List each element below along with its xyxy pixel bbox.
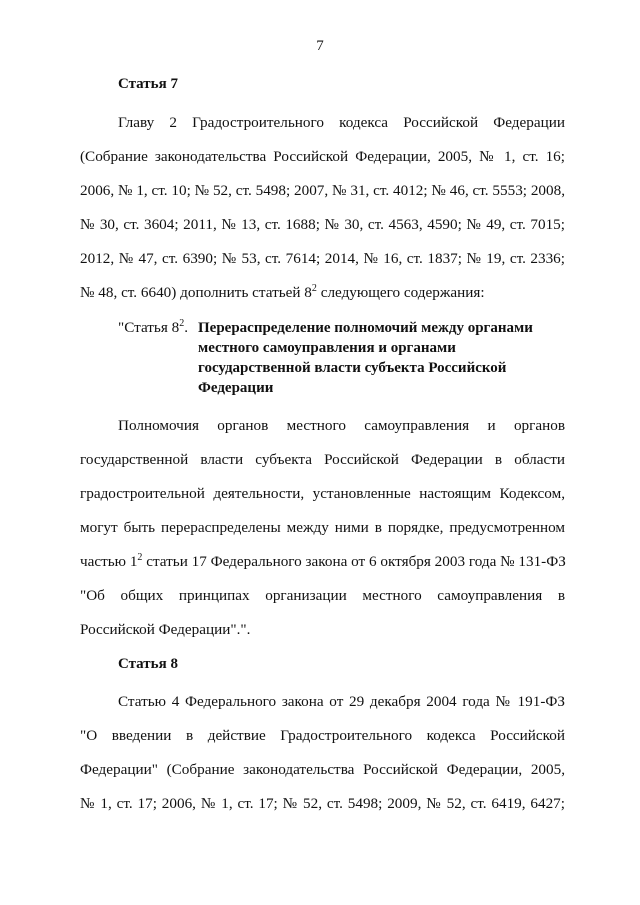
body-line-5 xyxy=(80,552,565,572)
inserted-article-title-line: государственной власти субъекта Российской xyxy=(198,360,507,376)
body-line-5-before: частью 1 xyxy=(80,553,138,570)
article-7-line-6-sup: 2 xyxy=(311,283,317,294)
page-number: 7 xyxy=(316,38,324,54)
body-line-1: Полномочия органов местного самоуправления и органов xyxy=(118,417,565,434)
body-line-5-sup: 2 xyxy=(137,552,143,563)
body-line-4: могут быть перераспределены между ними в порядке, предусмотренном xyxy=(80,519,565,536)
article-8-heading: Статья 8 xyxy=(118,656,178,672)
inserted-article-title-line: Федерации xyxy=(198,380,274,396)
article-7-line-6-after: следующего содержания: xyxy=(316,284,485,301)
article-7-line-2: (Собрание законодательства Российской Федерации, 2005, № 1, ст. 16; xyxy=(80,148,565,165)
article-7-line-1: Главу 2 Градостроительного кодекса Российской Федерации xyxy=(118,114,565,131)
article-8-line-3: Федерации" (Собрание законодательства Российской Федерации, 2005, xyxy=(80,761,565,778)
inserted-article-label-before: "Статья 8 xyxy=(118,319,180,336)
article-7-heading: Статья 7 xyxy=(118,76,178,92)
article-7-line-3: 2006, № 1, ст. 10; № 52, ст. 5498; 2007, № 31, ст. 4012; № 46, ст. 5553; 2008, xyxy=(80,182,565,199)
body-line-7: Российской Федерации".". xyxy=(80,621,251,638)
inserted-article-label-sup: 2 xyxy=(179,318,185,329)
inserted-article-title xyxy=(198,318,568,398)
article-8-line-2: "О введении в действие Градостроительного кодекса Российской xyxy=(80,727,565,744)
inserted-article-label-after: . xyxy=(184,319,189,336)
article-7-line-6-before: № 48, ст. 6640) дополнить статьей 8 xyxy=(80,284,312,301)
inserted-article-title-line: местного самоуправления и органами xyxy=(198,340,456,356)
body-line-5-after: статьи 17 Федерального закона от 6 октября 2003 года № 131-ФЗ xyxy=(142,553,566,570)
body-line-2: государственной власти субъекта Российской Федерации в области xyxy=(80,451,565,468)
article-8-line-4: № 1, ст. 17; 2006, № 1, ст. 17; № 52, ст. 5498; 2009, № 52, ст. 6419, 6427; xyxy=(80,795,565,812)
body-line-3: градостроительной деятельности, установленные настоящим Кодексом, xyxy=(80,485,565,502)
inserted-article-title-line: Перераспределение полномочий между органами xyxy=(198,320,533,336)
article-7-line-6 xyxy=(80,283,565,303)
inserted-article-label xyxy=(118,319,188,337)
article-7-line-5: 2012, № 47, ст. 6390; № 53, ст. 7614; 2014, № 16, ст. 1837; № 19, ст. 2336; xyxy=(80,250,565,267)
article-8-line-1: Статью 4 Федерального закона от 29 декабря 2004 года № 191-ФЗ xyxy=(118,693,565,710)
body-line-6: "Об общих принципах организации местного самоуправления в xyxy=(80,587,565,604)
article-7-line-4: № 30, ст. 3604; 2011, № 13, ст. 1688; № 30, ст. 4563, 4590; № 49, ст. 7015; xyxy=(80,216,565,233)
